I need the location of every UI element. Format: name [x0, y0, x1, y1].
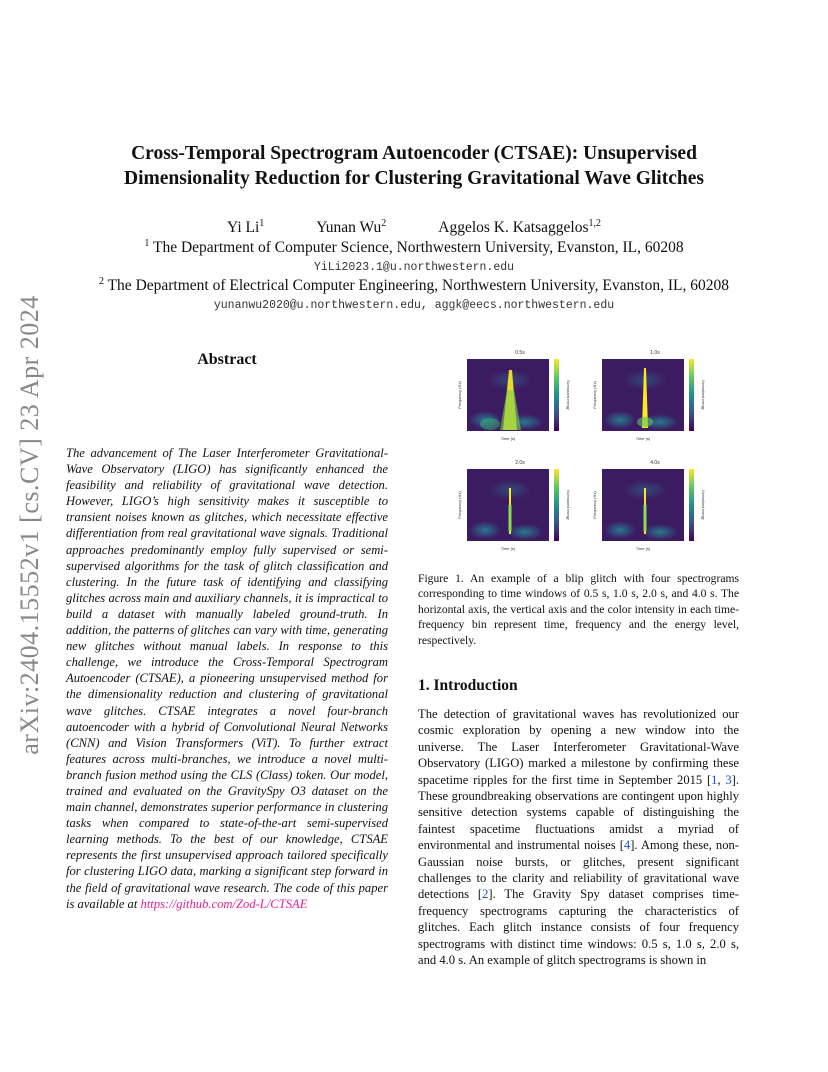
- intro-text: ]. Among these, non-Gaussian noise bursts, or glitches, present significant challenges to the clarity and reliability of gravitational wave detections [: [418, 838, 739, 902]
- author-name: Yunan Wu: [316, 219, 382, 237]
- author-2: [316, 218, 386, 237]
- abstract-body: [66, 445, 388, 912]
- abstract-heading: Abstract: [197, 351, 257, 368]
- author-sup: 2: [381, 218, 387, 229]
- spectrogram-panel: [455, 350, 585, 445]
- intro-text: ]. The Gravity Spy dataset comprises time-frequency spectrograms capturing the characteristics of glitches. Each glitch instance consists of four frequency spectrograms with distinct time windows: 0.5 s, 1.0 s, 2.0 s, and 4.0 s. An example of glitch spectrograms is shown in: [418, 887, 739, 968]
- author-sup: 1,2: [588, 218, 601, 229]
- panel-title: 1.0s: [650, 350, 660, 356]
- citation-link[interactable]: 1: [711, 772, 718, 787]
- spectrogram-panel: [590, 460, 720, 555]
- affiliation-1: [40, 238, 788, 257]
- affiliation-text: The Department of Electrical Computer Engineering, Northwestern University, Evanston, IL, 60208: [107, 277, 729, 295]
- affiliation-2: [40, 276, 788, 295]
- title-line-1: Cross-Temporal Spectrogram Autoencoder (CTSAE): Unsupervised: [131, 143, 697, 164]
- intro-text: The detection of gravitational waves has revolutionized our cosmic exploration by opening a new window into the universe. The Laser Interferometer Gravitational-Wave Observatory (LIGO) marked a milestone by confirming these spacetime ripples for the first time in September 2015 [: [418, 707, 739, 787]
- figure-1: [455, 350, 720, 550]
- abstract-text: The advancement of The Laser Interferometer Gravitational-Wave Observatory (LIGO) has significantly enhanced the feasibility and reliability of gravitational wave detection. However, LIGO’s high sensitivity makes it susceptible to transient noises known as glitches, which necessitate effective differentiation from real gravitational wave signals. Traditional approaches predominantly employ fully supervised or semi-supervised algorithms for the task of glitch classification and clustering. In the future task of identifying and classifying glitches across main and auxiliary channels, it is impractical to build a dataset with manually labeled ground-truth. In addition, the patterns of glitches can vary with time, generating new glitches without manual labels. In response to this challenge, we introduce the Cross-Temporal Spectrogram Autoencoder (CTSAE), a pioneering unsupervised method for the dimensionality reduction and clustering of gravitational wave glitches. CTSAE integrates a novel four-branch autoencoder with a hybrid of Convolutional Neural Networks (CNN) and Vision Transformers (ViT). To further extract features across multi-branches, we introduce a novel multi-branch fusion method using the CLS (Class) token. Our model, trained and evaluated on the GravitySpy O3 dataset on the main channel, demonstrates superior performance in clustering tasks when compared to state-of-the-art semi-supervised learning methods. To the best of our knowledge, CTSAE represents the first unsupervised approach tailored specifically for clustering LIGO data, marking a significant step forward in the field of gravitational wave research. The code of this paper is available at: [66, 446, 388, 911]
- affiliation-text: The Department of Computer Science, Northwestern University, Evanston, IL, 60208: [153, 239, 684, 257]
- citation-link[interactable]: 2: [482, 887, 489, 902]
- author-1: [227, 218, 264, 237]
- author-sup: 1: [259, 218, 265, 229]
- affiliation-sup: 2: [98, 276, 104, 287]
- arxiv-id-text: arXiv:2404.15552v1 [cs.CV] 23 Apr 2024: [15, 295, 44, 755]
- citation-link[interactable]: 4: [623, 838, 631, 853]
- panel-title: 4.0s: [650, 460, 660, 466]
- spectrogram-image: [455, 460, 585, 555]
- spectrogram-image: [590, 460, 720, 555]
- paper-title: [60, 141, 768, 191]
- author-name: Yi Li: [226, 219, 260, 237]
- author-list: [60, 218, 768, 237]
- spectrogram-panel: [455, 460, 585, 555]
- spectrogram-image: [455, 350, 585, 445]
- code-link[interactable]: https://github.com/Zod-L/CTSAE: [140, 896, 308, 911]
- email-1: YiLi2023.1@u.northwestern.edu: [313, 261, 515, 274]
- figure-caption: Figure 1. An example of a blip glitch with four spectrograms corresponding to time windows of 0.5 s, 1.0 s, 2.0 s, and 4.0 s. The horizontal axis, the vertical axis and the color intensity in each time-frequency bin represent time, frequency and the energy level, respectively.: [418, 572, 739, 647]
- affiliation-sup: 1: [144, 238, 150, 249]
- introduction-paragraph: The detection of gravitational waves has revolutionized our cosmic exploration by opening a new window into the universe. The Laser Interferometer Gravitational-Wave Observatory (LIGO) marked a milestone by confirming these spacetime ripples for the first time in September 2015 [1, 3]. These groundbreaking observations are contingent upon highly sensitive detection systems capable of distinguishing the faintest spacetime fluctuations amidst a myriad of environmental and instrumental noises [4]. Among these, non-Gaussian noise bursts, or glitches, present significant challenges to the clarity and reliability of gravitational wave detections [2]. The Gravity Spy dataset comprises time-frequency spectrograms capturing the characteristics of glitches. Each glitch instance consists of four frequency spectrograms with distinct time windows: 0.5 s, 1.0 s, 2.0 s, and 4.0 s. An example of glitch spectrograms is shown in: [418, 707, 739, 968]
- citation-link[interactable]: 3: [725, 772, 732, 787]
- author-3: [438, 218, 601, 237]
- section-heading: 1. Introduction: [418, 677, 518, 694]
- panel-title: 0.5s: [515, 350, 525, 356]
- intro-text: ]. These groundbreaking observations are contingent upon highly sensitive detection systems capable of distinguishing the faintest spacetime fluctuations amidst a myriad of environmental and instrumental noises [: [418, 772, 739, 853]
- arxiv-watermark: [10, 285, 50, 765]
- panel-title: 2.0s: [515, 460, 525, 466]
- spectrogram-image: [590, 350, 720, 445]
- title-line-2: Dimensionality Reduction for Clustering Gravitational Wave Glitches: [124, 168, 704, 189]
- spectrogram-panel: [590, 350, 720, 445]
- author-name: Aggelos K. Katsaggelos: [438, 219, 589, 237]
- email-2: yunanwu2020@u.northwestern.edu, aggk@eecs.northwestern.edu: [213, 299, 615, 312]
